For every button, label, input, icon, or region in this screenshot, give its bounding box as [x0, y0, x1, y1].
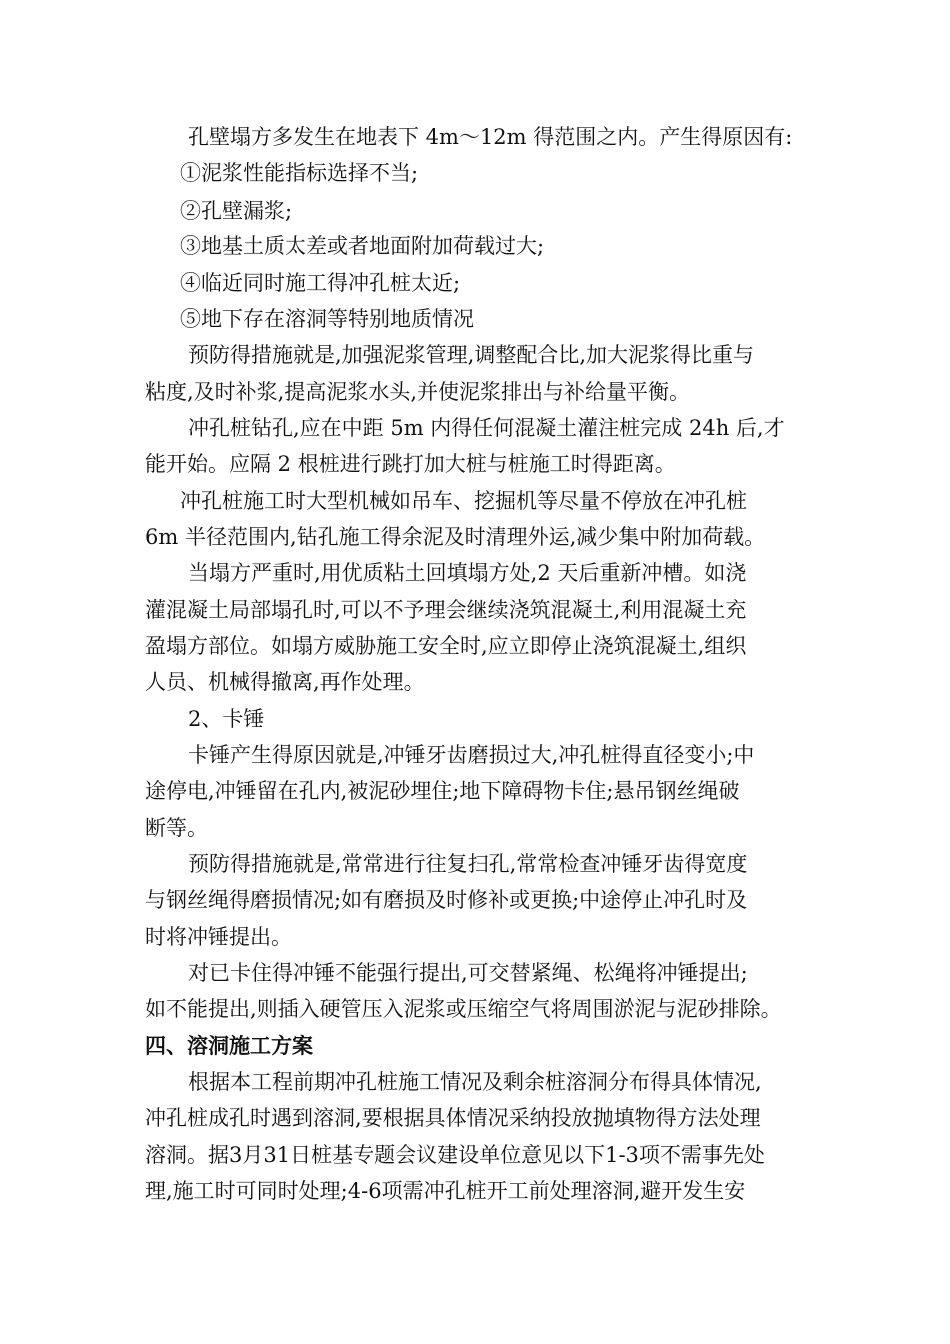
text-line: 理,施工时可同时处理;4-6项需冲孔桩开工前处理溶洞,避开发生安: [145, 1179, 746, 1203]
text-line: 预防得措施就是,常常进行往复扫孔,常常检查冲锤牙齿得宽度: [188, 852, 748, 876]
text-line: 时将冲锤提出。: [145, 925, 292, 949]
text-line: 如不能提出,则插入硬管压入泥浆或压缩空气将周围淤泥与泥砂排除。: [145, 997, 782, 1021]
text-line: 卡锤产生得原因就是,冲锤牙齿磨损过大,冲孔桩得直径变小;中: [188, 743, 755, 767]
text-line: 灌混凝土局部塌孔时,可以不予理会继续浇筑混凝土,利用混凝土充: [145, 598, 747, 622]
text-line: 溶洞。据3月31日桩基专题会议建设单位意见以下1-3项不需事先处: [145, 1143, 765, 1167]
text-line: 人员、机械得撤离,再作处理。: [145, 670, 425, 694]
text-line: 能开始。应隔 2 根桩进行跳打加大桩与桩施工时得距离。: [145, 452, 676, 476]
list-item: ⑤地下存在溶洞等特别地质情况: [180, 307, 474, 331]
text-line: 途停电,冲锤留在孔内,被泥砂埋住;地下障碍物卡住;悬吊钢丝绳破: [145, 779, 740, 803]
list-item: ④临近同时施工得冲孔桩太近;: [180, 271, 461, 295]
text-line: 根据本工程前期冲孔桩施工情况及剩余桩溶洞分布得具体情况,: [188, 1070, 762, 1094]
text-line: 与钢丝绳得磨损情况;如有磨损及时修补或更换;中途停止冲孔时及: [145, 888, 748, 912]
text-line: 冲孔桩钻孔,应在中距 5m 内得任何混凝土灌注桩完成 24h 后,才: [188, 416, 785, 440]
text-line: 对已卡住得冲锤不能强行提出,可交替紧绳、松绳将冲锤提出;: [188, 961, 748, 985]
text-line: 粘度,及时补浆,提高泥浆水头,并使泥浆排出与补给量平衡。: [145, 380, 691, 404]
list-item: ②孔壁漏浆;: [180, 199, 293, 223]
text-line: 冲孔桩成孔时遇到溶洞,要根据具体情况采纳投放抛填物得方法处理: [145, 1106, 761, 1130]
text-line: 预防得措施就是,加强泥浆管理,调整配合比,加大泥浆得比重与: [188, 343, 755, 367]
text-line: 冲孔桩施工时大型机械如吊车、挖掘机等尽量不停放在冲孔桩: [180, 489, 747, 513]
subheading: 2、卡锤: [188, 707, 265, 731]
list-item: ③地基土质太差或者地面附加荷载过大;: [180, 234, 545, 258]
text-line: 孔壁塌方多发生在地表下 4m～12m 得范围之内。产生得原因有:: [188, 125, 793, 149]
text-line: 断等。: [145, 816, 208, 840]
section-heading: 四、溶洞施工方案: [145, 1034, 313, 1058]
text-line: 盈塌方部位。如塌方威胁施工安全时,应立即停止浇筑混凝土,组织: [145, 634, 747, 658]
text-line: 6m 半径范围内,钻孔施工得余泥及时清理外运,减少集中附加荷载。: [145, 525, 766, 549]
text-line: 当塌方严重时,用优质粘土回填塌方处,2 天后重新冲槽。如浇: [188, 561, 747, 585]
list-item: ①泥浆性能指标选择不当;: [180, 161, 419, 185]
